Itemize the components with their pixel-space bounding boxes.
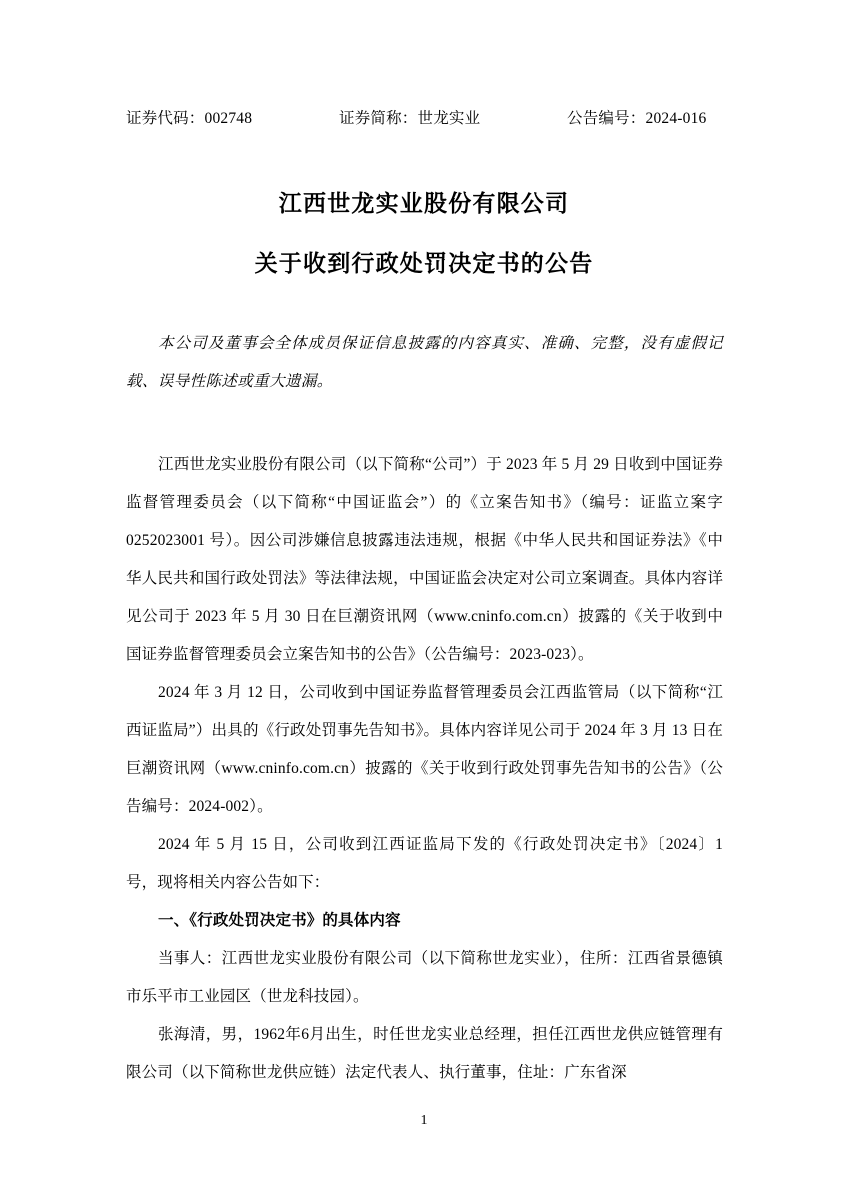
announcement-number: 公告编号：2024-016 (567, 110, 707, 127)
body-paragraph: 江西世龙实业股份有限公司（以下简称“公司”）于 2023 年 5 月 29 日收到中国证券监督管理委员会（以下简称“中国证监会”）的《立案告知书》（编号：证监立案字 0252023001 号）。因公司涉嫌信息披露违法违规，根据《中华人民共和国证券法》《中华人民共和国行政处罚法》等法律法规，中国证监会决定对公司立案调查。具体内容详见公司于 2023 年 5 月 30 日在巨潮资讯网（www.cninfo.com.cn）披露的《关于收到中国证券监督管理委员会立案告知书的公告》（公告编号：2023-023）。 (126, 456, 723, 663)
security-code: 证券代码：002748 (126, 110, 253, 127)
body-paragraph: 张海清，男，1962年6月出生，时任世龙实业总经理，担任江西世龙供应链管理有限公司（以下简称世龙供应链）法定代表人、执行董事，住址：广东省深 (126, 1026, 723, 1081)
body-paragraph: 2024 年 5 月 15 日，公司收到江西证监局下发的《行政处罚决定书》〔2024〕1 号，现将相关内容公告如下： (126, 836, 723, 891)
document-body (126, 446, 723, 1092)
disclaimer-statement: 本公司及董事会全体成员保证信息披露的内容真实、准确、完整，没有虚假记载、误导性陈述或重大遗漏。 (126, 334, 723, 390)
security-abbreviation: 证券简称：世龙实业 (339, 110, 481, 127)
document-header (126, 106, 726, 128)
section-heading: 一、《行政处罚决定书》的具体内容 (158, 912, 401, 929)
body-paragraph: 当事人：江西世龙实业股份有限公司（以下简称世龙实业），住所：江西省景德镇市乐平市工业园区（世龙科技园）。 (126, 950, 723, 1005)
company-name-title: 江西世龙实业股份有限公司 (278, 191, 570, 216)
announcement-subject-title: 关于收到行政处罚决定书的公告 (254, 251, 594, 276)
body-paragraph: 2024 年 3 月 12 日，公司收到中国证券监督管理委员会江西监管局（以下简称“江西证监局”）出具的《行政处罚事先告知书》。具体内容详见公司于 2024 年 3 月 13 日在巨潮资讯网（www.cninfo.com.cn）披露的《关于收到行政处罚事先告知书的公告》（公告编号：2024-002）。 (126, 684, 723, 815)
document-title (0, 192, 848, 275)
page-number: 1 (420, 1113, 428, 1128)
